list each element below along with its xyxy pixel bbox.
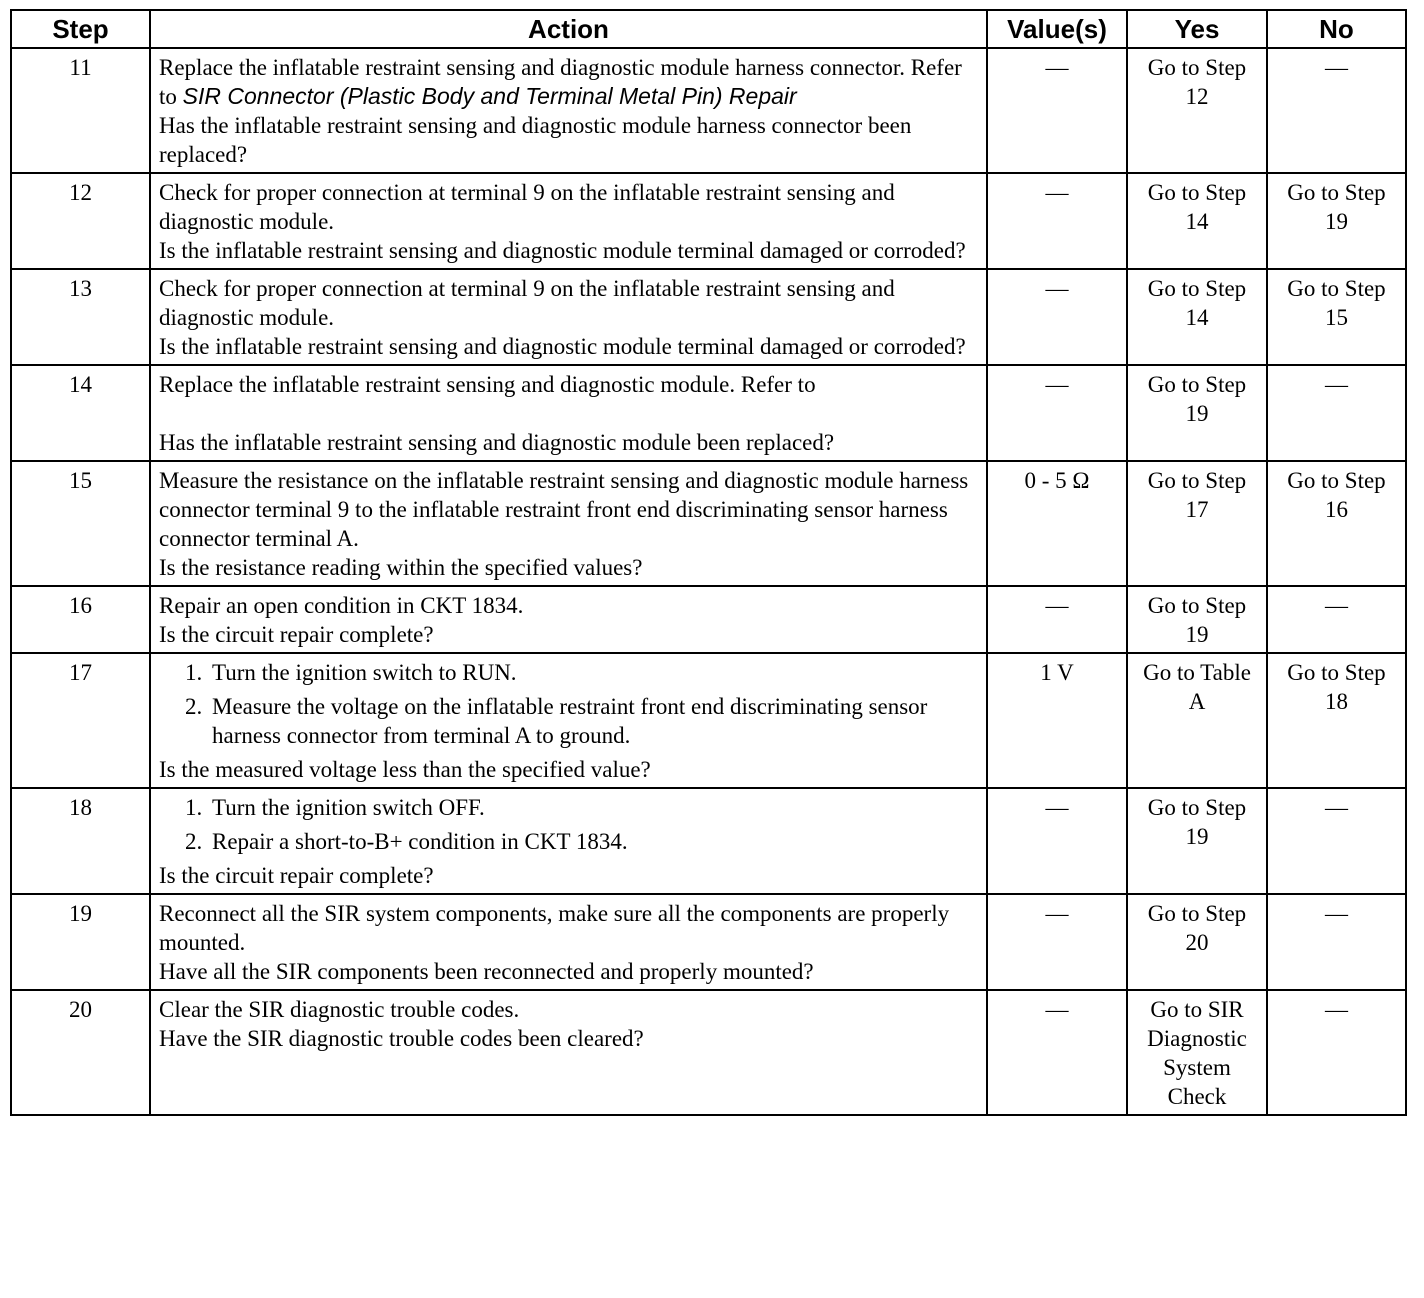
no-cell: Go to Step 18 xyxy=(1267,653,1406,788)
action-question: Have the SIR diagnostic trouble codes been cleared? xyxy=(159,1026,644,1051)
list-item-number: 2. xyxy=(185,694,203,719)
list-item xyxy=(185,827,978,856)
value-cell: — xyxy=(987,365,1127,461)
list-item-text: Turn the ignition switch OFF. xyxy=(212,795,485,820)
yes-cell: Go to Step 17 xyxy=(1127,461,1267,586)
no-cell: — xyxy=(1267,365,1406,461)
value-cell: — xyxy=(987,894,1127,990)
table-row xyxy=(11,894,1406,990)
list-item-number: 1. xyxy=(185,660,203,685)
header-action: Action xyxy=(150,10,987,48)
no-cell: — xyxy=(1267,990,1406,1115)
action-cell xyxy=(150,894,987,990)
action-text: Replace the inflatable restraint sensing and diagnostic module. Refer to xyxy=(159,372,816,397)
procedure-list xyxy=(159,793,978,856)
action-cell xyxy=(150,653,987,788)
action-text: Replace the inflatable restraint sensing and diagnostic module harness connector. Refer to xyxy=(159,55,962,109)
no-cell: — xyxy=(1267,788,1406,894)
table-row xyxy=(11,48,1406,173)
action-cell xyxy=(150,173,987,269)
header-step: Step xyxy=(11,10,150,48)
list-item xyxy=(185,658,978,687)
table-row xyxy=(11,269,1406,365)
table-row xyxy=(11,788,1406,894)
value-cell: — xyxy=(987,788,1127,894)
list-item-text: Repair a short-to-B+ condition in CKT 1834. xyxy=(212,829,628,854)
yes-cell: Go to Step 19 xyxy=(1127,788,1267,894)
action-question: Is the inflatable restraint sensing and diagnostic module terminal damaged or corroded? xyxy=(159,238,966,263)
step-number: 17 xyxy=(11,653,150,788)
action-question: Have all the SIR components been reconnected and properly mounted? xyxy=(159,959,814,984)
table-row xyxy=(11,461,1406,586)
no-cell: Go to Step 19 xyxy=(1267,173,1406,269)
list-item xyxy=(185,793,978,822)
action-question: Has the inflatable restraint sensing and diagnostic module been replaced? xyxy=(159,430,835,455)
header-row xyxy=(11,10,1406,48)
action-question: Is the circuit repair complete? xyxy=(159,622,434,647)
header-values: Value(s) xyxy=(987,10,1127,48)
yes-cell: Go to Step 19 xyxy=(1127,365,1267,461)
action-text: Measure the resistance on the inflatable restraint sensing and diagnostic module harness connector terminal 9 to the inflatable restraint front end discriminating sensor harness connector terminal A. xyxy=(159,468,969,551)
yes-cell: Go to Table A xyxy=(1127,653,1267,788)
value-cell: 0 - 5 Ω xyxy=(987,461,1127,586)
yes-cell: Go to Step 20 xyxy=(1127,894,1267,990)
action-text: Reconnect all the SIR system components, make sure all the components are properly mounted. xyxy=(159,901,950,955)
list-item-text: Measure the voltage on the inflatable restraint front end discriminating sensor harness connector from terminal A to ground. xyxy=(212,694,928,748)
action-cell xyxy=(150,365,987,461)
table-row xyxy=(11,173,1406,269)
header-yes: Yes xyxy=(1127,10,1267,48)
action-question: Is the resistance reading within the specified values? xyxy=(159,555,643,580)
value-cell: — xyxy=(987,269,1127,365)
step-number: 11 xyxy=(11,48,150,173)
action-text: Clear the SIR diagnostic trouble codes. xyxy=(159,997,520,1022)
action-text: Repair an open condition in CKT 1834. xyxy=(159,593,524,618)
table-row xyxy=(11,365,1406,461)
no-cell: — xyxy=(1267,48,1406,173)
no-cell: Go to Step 15 xyxy=(1267,269,1406,365)
no-cell: — xyxy=(1267,894,1406,990)
repair-reference: SIR Connector (Plastic Body and Terminal Metal Pin) Repair xyxy=(182,83,797,109)
yes-cell: Go to Step 14 xyxy=(1127,269,1267,365)
table-row xyxy=(11,653,1406,788)
step-number: 16 xyxy=(11,586,150,653)
yes-cell: Go to Step 12 xyxy=(1127,48,1267,173)
step-number: 13 xyxy=(11,269,150,365)
action-question: Has the inflatable restraint sensing and diagnostic module harness connector been replaced? xyxy=(159,113,912,167)
procedure-list xyxy=(159,658,978,750)
action-cell xyxy=(150,586,987,653)
action-text: Check for proper connection at terminal 9 on the inflatable restraint sensing and diagnostic module. xyxy=(159,180,895,234)
blank-line xyxy=(159,399,978,428)
diagnostic-steps-table xyxy=(10,9,1407,1116)
action-question: Is the inflatable restraint sensing and diagnostic module terminal damaged or corroded? xyxy=(159,334,966,359)
value-cell: — xyxy=(987,990,1127,1115)
value-cell: — xyxy=(987,586,1127,653)
list-item-number: 2. xyxy=(185,829,203,854)
yes-cell: Go to SIR Diagnostic System Check xyxy=(1127,990,1267,1115)
no-cell: Go to Step 16 xyxy=(1267,461,1406,586)
yes-cell: Go to Step 14 xyxy=(1127,173,1267,269)
list-item-number: 1. xyxy=(185,795,203,820)
list-item-text: Turn the ignition switch to RUN. xyxy=(212,660,517,685)
header-no: No xyxy=(1267,10,1406,48)
action-question: Is the circuit repair complete? xyxy=(159,863,434,888)
step-number: 19 xyxy=(11,894,150,990)
action-cell xyxy=(150,461,987,586)
action-cell xyxy=(150,788,987,894)
step-number: 20 xyxy=(11,990,150,1115)
list-item xyxy=(185,692,978,750)
table-row xyxy=(11,586,1406,653)
action-question: Is the measured voltage less than the specified value? xyxy=(159,757,651,782)
action-cell xyxy=(150,48,987,173)
action-text: Check for proper connection at terminal 9 on the inflatable restraint sensing and diagnostic module. xyxy=(159,276,895,330)
action-cell xyxy=(150,990,987,1115)
action-cell xyxy=(150,269,987,365)
yes-cell: Go to Step 19 xyxy=(1127,586,1267,653)
value-cell: — xyxy=(987,48,1127,173)
value-cell: — xyxy=(987,173,1127,269)
step-number: 12 xyxy=(11,173,150,269)
step-number: 15 xyxy=(11,461,150,586)
step-number: 14 xyxy=(11,365,150,461)
table-row xyxy=(11,990,1406,1115)
no-cell: — xyxy=(1267,586,1406,653)
value-cell: 1 V xyxy=(987,653,1127,788)
step-number: 18 xyxy=(11,788,150,894)
